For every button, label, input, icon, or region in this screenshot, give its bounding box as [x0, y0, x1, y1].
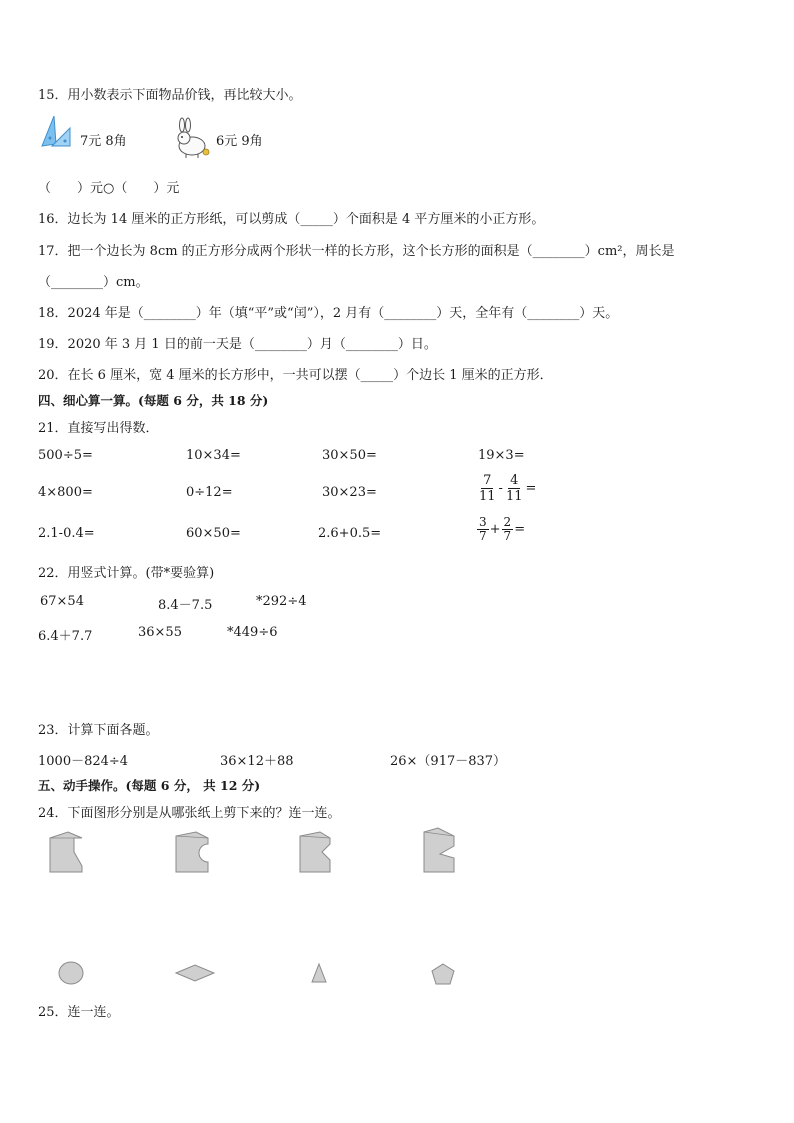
vertical-calc-item: 36×55	[138, 625, 182, 640]
calc-item: 19×3=	[478, 448, 525, 463]
folded-paper-2	[174, 830, 214, 874]
question-19: 19．2020 年 3 月 1 日的前一天是（________）月（________）日。	[38, 337, 437, 352]
question-17-line2: （________）cm。	[38, 275, 149, 290]
fraction-expression-2	[476, 516, 525, 543]
fraction-numerator: 7	[483, 473, 492, 488]
section-4-heading: 四、细心算一算。(每题 6 分，共 18 分)	[38, 393, 269, 408]
fraction-numerator: 3	[479, 515, 487, 529]
calc-item: 2.6+0.5=	[318, 526, 382, 541]
triangle-rulers-icon	[40, 114, 74, 148]
calc-item: 0÷12=	[186, 485, 233, 500]
calc-item: 500÷5=	[38, 448, 93, 463]
fraction-numerator: 2	[503, 515, 512, 529]
question-23-title: 23．计算下面各题。	[38, 723, 159, 738]
folded-paper-4	[420, 828, 460, 874]
circle-shape	[56, 960, 86, 986]
section-5-heading: 五、动手操作。(每题 6 分， 共 12 分)	[38, 778, 261, 793]
fraction-expression-1	[476, 473, 536, 504]
vertical-calc-item: *292÷4	[256, 594, 307, 609]
rabbit-toy-icon	[172, 118, 212, 160]
vertical-calc-item: *449÷6	[227, 625, 278, 640]
fraction-denominator: 7	[479, 529, 487, 543]
calc-item: 30×23=	[322, 485, 377, 500]
calc-problem: 36×12＋88	[220, 754, 294, 769]
fraction-numerator: 4	[510, 473, 519, 488]
folded-paper-1	[48, 830, 88, 874]
calc-item: 10×34=	[186, 448, 241, 463]
question-21-title: 21．直接写出得数．	[38, 421, 159, 436]
item1-price: 7元 8角	[80, 134, 127, 149]
vertical-calc-item: 67×54	[40, 594, 84, 609]
fraction-equals: =	[514, 522, 526, 537]
calc-problem: 1000－824÷4	[38, 754, 129, 769]
question-15: 15．用小数表示下面物品价钱，再比较大小。	[38, 88, 302, 103]
calc-problem: 26×（917－837）	[390, 754, 507, 769]
fraction-operator: -	[498, 481, 503, 496]
question-25: 25．连一连。	[38, 1005, 120, 1020]
question-17-line1: 17．把一个边长为 8cm 的正方形分成两个形状一样的长方形，这个长方形的面积是（________）cm²，周长是	[38, 244, 675, 259]
question-18: 18．2024 年是（________）年（填“平”或“闰”），2 月有（________）天，全年有（________）天。	[38, 306, 619, 321]
question-24-title: 24．下面图形分别是从哪张纸上剪下来的？连一连。	[38, 806, 341, 821]
triangle-shape	[308, 962, 330, 984]
fraction-denominator: 11	[479, 489, 496, 504]
vertical-calc-item: 8.4－7.5	[158, 598, 213, 613]
item2-price: 6元 9角	[216, 134, 263, 149]
calc-item: 2.1-0.4=	[38, 526, 95, 541]
rhombus-shape	[174, 963, 216, 983]
fraction-denominator: 11	[505, 489, 523, 504]
question-20: 20．在长 6 厘米，宽 4 厘米的长方形中，一共可以摆（_____）个边长 1 厘米的正方形．	[38, 368, 553, 383]
calc-item: 4×800=	[38, 485, 93, 500]
question-22-title: 22．用竖式计算。(带*要验算)	[38, 566, 215, 581]
folded-paper-3	[298, 830, 338, 874]
q15-answer-line: （ ）元○（ ）元	[38, 181, 180, 196]
calc-item: 30×50=	[322, 448, 377, 463]
fraction-equals: =	[525, 481, 537, 496]
pentagon-shape	[430, 962, 456, 986]
question-16: 16．边长为 14 厘米的正方形纸，可以剪成（_____）个面积是 4 平方厘米的小正方形。	[38, 212, 545, 227]
fraction-denominator: 7	[503, 529, 512, 543]
vertical-calc-item: 6.4＋7.7	[38, 629, 93, 644]
fraction-operator: +	[489, 522, 501, 537]
calc-item: 60×50=	[186, 526, 241, 541]
